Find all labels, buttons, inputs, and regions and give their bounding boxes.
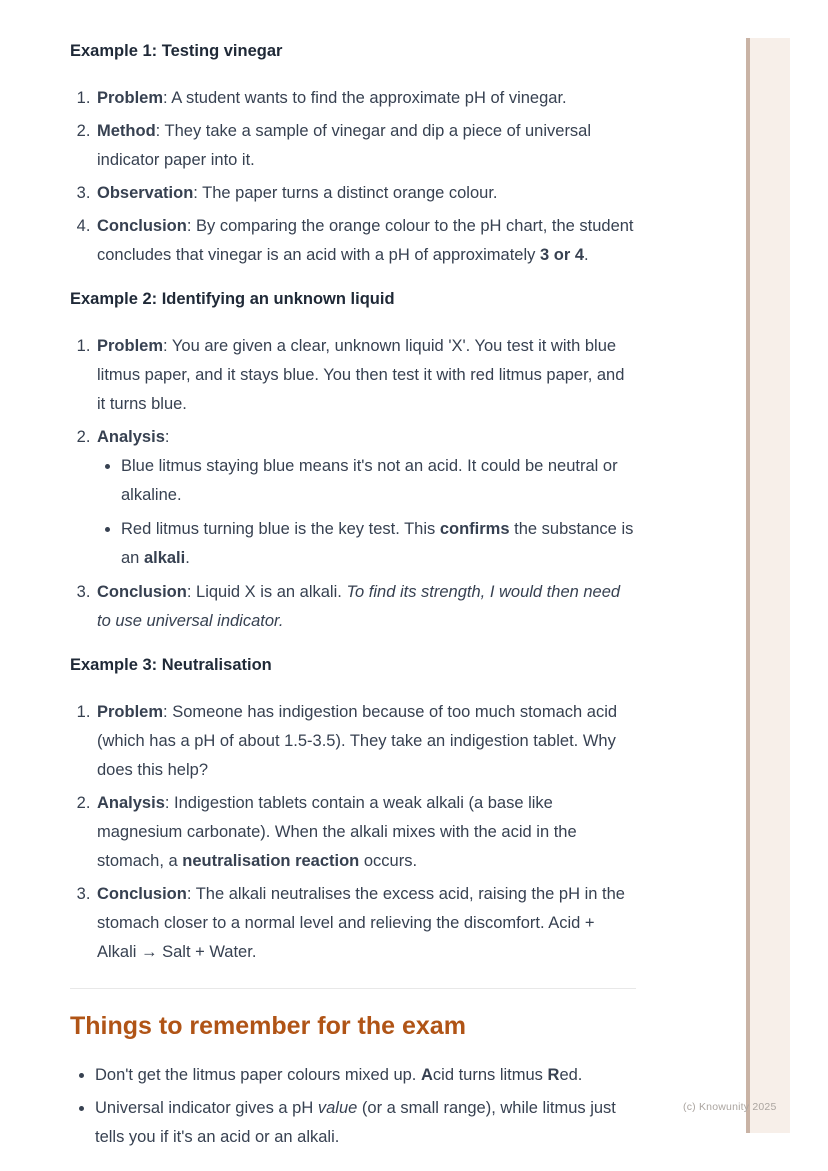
bullet-item: [95, 1094, 636, 1152]
list-item-text: Conclusion: Liquid X is an alkali. To find its strength, I would then need to use universal indicator.: [97, 583, 621, 630]
list-item: [95, 179, 636, 208]
example-1-list: [70, 84, 636, 270]
list-item: [95, 423, 636, 573]
example-2-section: [70, 290, 636, 636]
list-item: [95, 880, 636, 967]
example-1-heading: Example 1: Testing vinegar: [70, 42, 283, 60]
list-item-text: Conclusion: By comparing the orange colour to the pH chart, the student concludes that vinegar is an acid with a pH of approximately 3 or 4.: [97, 217, 634, 264]
list-item: [95, 84, 636, 113]
side-stripe: [746, 38, 790, 1133]
list-item-text: Observation: The paper turns a distinct orange colour.: [97, 184, 498, 202]
list-item: [95, 332, 636, 419]
list-item-text: Analysis:: [97, 428, 170, 446]
analysis-bullet-list: [97, 452, 636, 573]
bullet-item-text: Don't get the litmus paper colours mixed up. Acid turns litmus Red.: [95, 1066, 583, 1084]
exam-tips-heading: Things to remember for the exam: [70, 1012, 466, 1040]
bullet-item-text: Universal indicator gives a pH value (or a small range), while litmus just tells you if it's an acid or an alkali.: [95, 1099, 616, 1146]
bullet-item: [121, 452, 636, 510]
list-item: [95, 789, 636, 876]
copyright-watermark: (c) Knowunity 2025: [683, 1101, 777, 1113]
example-3-heading: Example 3: Neutralisation: [70, 656, 272, 674]
example-1-section: [70, 42, 636, 270]
example-3-section: [70, 656, 636, 967]
list-item: [95, 212, 636, 270]
list-item: [95, 698, 636, 785]
example-2-heading: Example 2: Identifying an unknown liquid: [70, 290, 395, 308]
bullet-item-text: Red litmus turning blue is the key test. This confirms the substance is an alkali.: [121, 520, 634, 567]
section-divider: [70, 988, 636, 989]
document-page: [70, 42, 636, 1156]
bullet-item-text: Blue litmus staying blue means it's not an acid. It could be neutral or alkaline.: [121, 457, 618, 504]
bullet-item: [95, 1061, 636, 1090]
list-item-text: Conclusion: The alkali neutralises the excess acid, raising the pH in the stomach closer to a normal level and relieving the discomfort. Acid + Alkali → Salt + Water.: [97, 885, 625, 961]
list-item-text: Analysis: Indigestion tablets contain a weak alkali (a base like magnesium carbonate). When the alkali mixes with the acid in the stomach, a neutralisation reaction occurs.: [97, 794, 577, 870]
list-item: [95, 578, 636, 636]
example-2-list: [70, 332, 636, 636]
list-item-text: Method: They take a sample of vinegar and dip a piece of universal indicator paper into it.: [97, 122, 592, 169]
exam-tips-list: [70, 1061, 636, 1152]
list-item-text: Problem: A student wants to find the approximate pH of vinegar.: [97, 89, 567, 107]
bullet-item: [121, 515, 636, 573]
example-3-list: [70, 698, 636, 967]
list-item: [95, 117, 636, 175]
list-item-text: Problem: You are given a clear, unknown liquid 'X'. You test it with blue litmus paper, and it stays blue. You then test it with red litmus paper, and it turns blue.: [97, 337, 625, 413]
list-item-text: Problem: Someone has indigestion because of too much stomach acid (which has a pH of about 1.5-3.5). They take an indigestion tablet. Why does this help?: [97, 703, 618, 779]
